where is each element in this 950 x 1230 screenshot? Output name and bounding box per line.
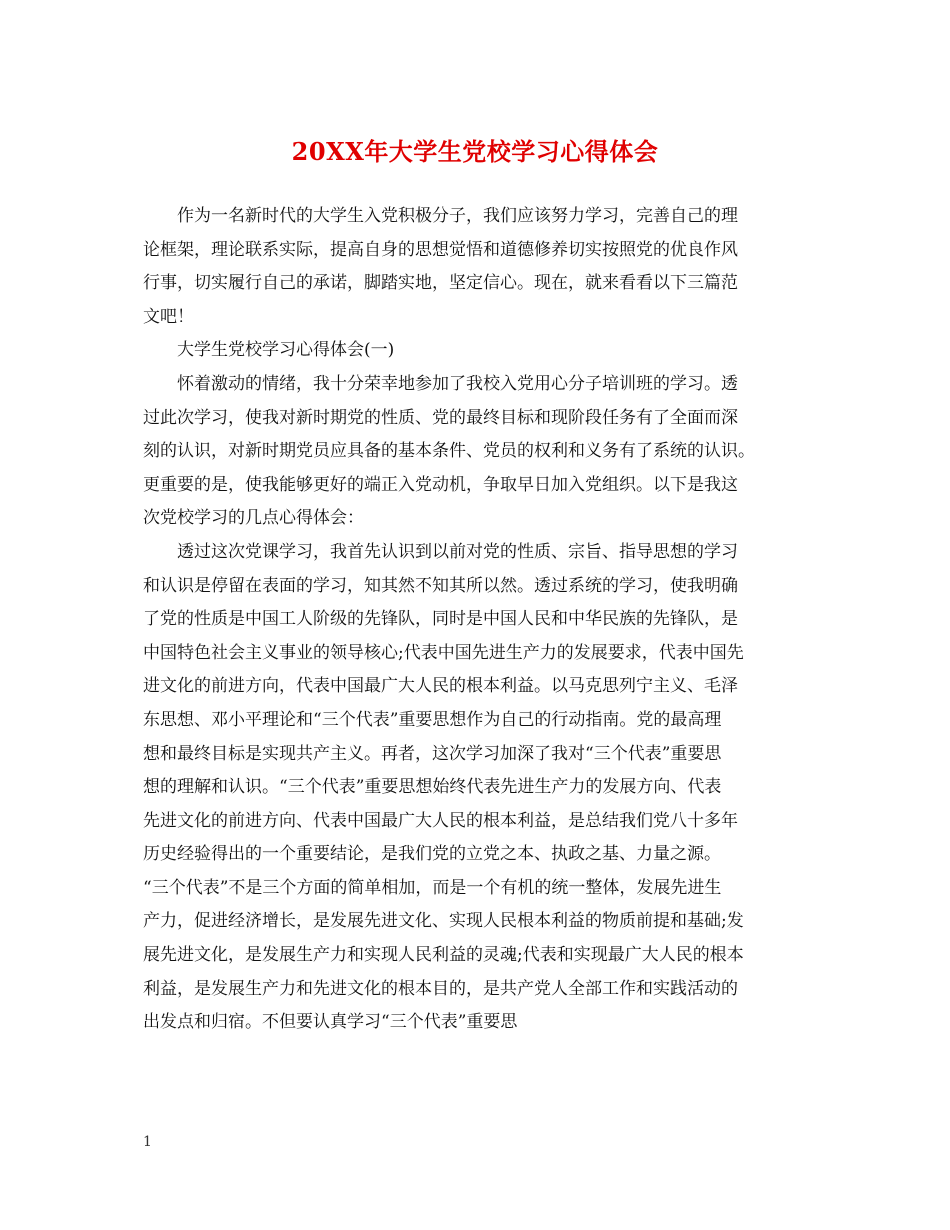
section-heading: 大学生党校学习心得体会(一) (177, 340, 395, 361)
text-line: 产力，促进经济增长，是发展先进文化、实现人民根本利益的物质前提和基础;发 (143, 911, 744, 932)
text-line: 了党的性质是中国工人阶级的先锋队，同时是中国人民和中华民族的先锋队，是 (143, 609, 738, 630)
text-line: 透过这次党课学习，我首先认识到以前对党的性质、宗旨、指导思想的学习 (177, 541, 738, 562)
text-line: 次党校学习的几点心得体会： (143, 508, 364, 529)
text-line: 文吧！ (143, 306, 194, 327)
text-line: 和认识是停留在表面的学习，知其然不知其所以然。透过系统的学习，使我明确 (143, 575, 738, 596)
text-line: 更重要的是，使我能够更好的端正入党动机，争取早日加入党组织。以下是我这 (143, 474, 738, 495)
document-body (143, 200, 813, 1040)
text-line: 刻的认识，对新时期党员应具备的基本条件、党员的权利和义务有了系统的认识。 (143, 441, 755, 462)
text-line: 展先进文化，是发展生产力和实现人民利益的灵魂;代表和实现最广大人民的根本 (143, 945, 744, 966)
text-line: 利益，是发展生产力和先进文化的根本目的，是共产党人全部工作和实践活动的 (143, 978, 738, 999)
text-line: 想的理解和认识。“三个代表”重要思想始终代表先进生产力的发展方向、代表 (143, 777, 722, 798)
text-line: “三个代表”不是三个方面的简单相加，而是一个有机的统一整体，发展先进生 (143, 877, 722, 898)
text-line: 先进文化的前进方向、代表中国最广大人民的根本利益，是总结我们党八十多年 (143, 810, 738, 831)
text-line: 出发点和归宿。不但要认真学习“三个代表”重要思 (143, 1012, 518, 1033)
page-number: 1 (143, 1134, 152, 1150)
text-line: 中国特色社会主义事业的领导核心;代表中国先进生产力的发展要求，代表中国先 (143, 642, 744, 663)
text-line: 过此次学习，使我对新时期党的性质、党的最终目标和现阶段任务有了全面而深 (143, 407, 738, 428)
text-line: 东思想、邓小平理论和“三个代表”重要思想作为自己的行动指南。党的最高理 (143, 709, 722, 730)
text-line: 历史经验得出的一个重要结论，是我们党的立党之本、执政之基、力量之源。 (143, 844, 721, 865)
text-line: 进文化的前进方向，代表中国最广大人民的根本利益。以马克思列宁主义、毛泽 (143, 676, 738, 697)
text-line: 论框架，理论联系实际，提高自身的思想觉悟和道德修养切实按照党的优良作风 (143, 239, 738, 260)
text-line: 作为一名新时代的大学生入党积极分子，我们应该努力学习，完善自己的理 (177, 206, 738, 226)
text-line: 怀着激动的情绪，我十分荣幸地参加了我校入党用心分子培训班的学习。透 (177, 373, 738, 394)
text-line: 行事，切实履行自己的承诺，脚踏实地，坚定信心。现在，就来看看以下三篇范 (143, 273, 738, 294)
document-title: 20XX年大学生党校学习心得体会 (291, 137, 659, 166)
text-line: 想和最终目标是实现共产主义。再者，这次学习加深了我对“三个代表”重要思 (143, 743, 722, 764)
